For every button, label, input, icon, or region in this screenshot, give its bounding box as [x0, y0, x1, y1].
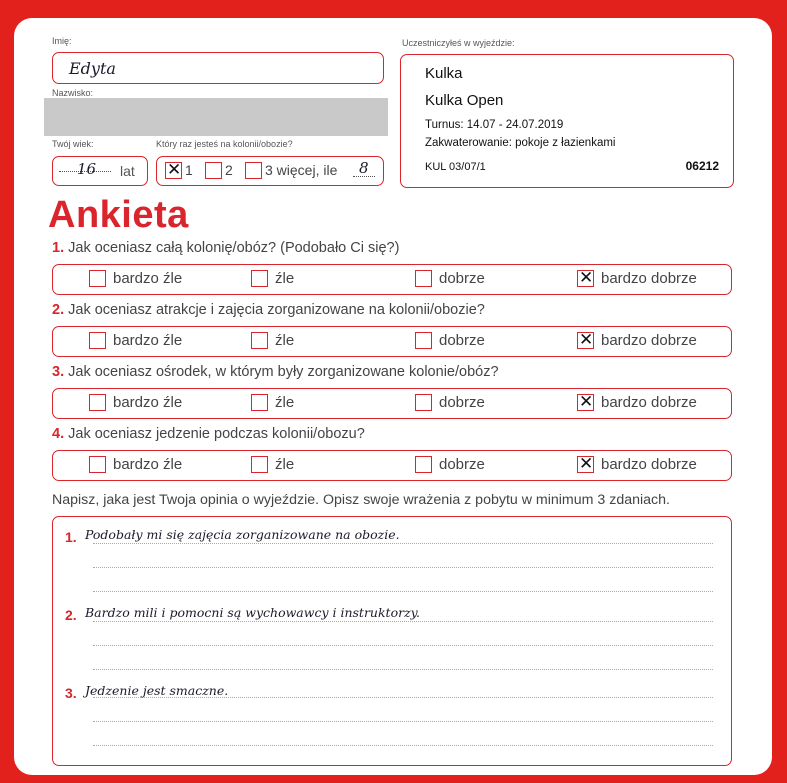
option-label-1: bardzo źle [113, 456, 183, 473]
times-field [156, 156, 384, 186]
option-checkbox-1[interactable] [89, 270, 106, 287]
option-label-1: bardzo źle [113, 394, 183, 411]
option-label-2: źle [275, 456, 295, 473]
question-label: Jak oceniasz jedzenie podczas kolonii/obozu? [68, 426, 365, 442]
question-options-row-4 [52, 450, 732, 481]
answer-line [93, 621, 713, 622]
question-text-2 [52, 302, 485, 318]
option-checkbox-4[interactable] [577, 332, 594, 349]
survey-sheet [14, 18, 772, 775]
option-checkbox-1[interactable] [89, 332, 106, 349]
option-label-3: dobrze [439, 270, 485, 287]
trip-info-box [400, 54, 734, 188]
option-label-2: źle [275, 270, 295, 287]
question-options-row-2 [52, 326, 732, 357]
answer-line [93, 567, 713, 568]
option-checkbox-4[interactable] [577, 270, 594, 287]
age-unit: lat [120, 163, 135, 179]
times-checkbox-2[interactable] [205, 162, 222, 179]
trip-turnus: Turnus: 14.07 - 24.07.2019 [425, 119, 564, 131]
option-label-2: źle [275, 394, 295, 411]
option-label-3: dobrze [439, 394, 485, 411]
answer-text-1: Podobały mi się zajęcia zorganizowane na obozie. [85, 527, 400, 542]
answer-text-2: Bardzo mili i pomocni są wychowawcy i instruktorzy. [85, 605, 421, 620]
trip-name-2: Kulka Open [425, 92, 504, 109]
name-label: Imię: [52, 36, 72, 46]
times-opt2-label: 2 [225, 162, 233, 178]
trip-number: 06212 [685, 159, 719, 173]
option-checkbox-2[interactable] [251, 332, 268, 349]
option-checkbox-1[interactable] [89, 394, 106, 411]
option-label-3: dobrze [439, 332, 485, 349]
times-label: Który raz jesteś na kolonii/obozie? [156, 139, 293, 149]
answer-line [93, 721, 713, 722]
opinion-box[interactable] [52, 516, 732, 766]
answer-number-2: 2. [65, 607, 77, 623]
option-checkbox-3[interactable] [415, 456, 432, 473]
opinion-prompt: Napisz, jaka jest Twoja opinia o wyjeździe. Opisz swoje wrażenia z pobytu w minimum 3 zdaniach. [52, 492, 670, 508]
option-checkbox-3[interactable] [415, 332, 432, 349]
question-options-row-3 [52, 388, 732, 419]
name-value: Edyta [69, 59, 116, 78]
option-checkbox-2[interactable] [251, 394, 268, 411]
age-field[interactable] [52, 156, 148, 186]
option-checkbox-4[interactable] [577, 394, 594, 411]
option-checkbox-3[interactable] [415, 394, 432, 411]
name-field[interactable] [52, 52, 384, 84]
question-text-1 [52, 240, 399, 256]
option-checkbox-2[interactable] [251, 456, 268, 473]
surname-label: Nazwisko: [52, 88, 94, 98]
option-label-3: dobrze [439, 456, 485, 473]
option-checkbox-3[interactable] [415, 270, 432, 287]
survey-title: Ankieta [48, 194, 189, 236]
question-label: Jak oceniasz atrakcje i zajęcia zorganizowane na kolonii/obozie? [68, 302, 485, 318]
question-number: 4. [52, 426, 65, 442]
age-label: Twój wiek: [52, 139, 94, 149]
trip-accommodation: Zakwaterowanie: pokoje z łazienkami [425, 137, 616, 149]
option-label-1: bardzo źle [113, 332, 183, 349]
question-label: Jak oceniasz ośrodek, w którym były zorganizowane kolonie/obóz? [68, 364, 499, 380]
option-checkbox-4[interactable] [577, 456, 594, 473]
question-text-4 [52, 426, 365, 442]
option-label-1: bardzo źle [113, 270, 183, 287]
question-number: 1. [52, 240, 65, 256]
question-text-3 [52, 364, 499, 380]
answer-number-1: 1. [65, 529, 77, 545]
times-checkbox-1[interactable] [165, 162, 182, 179]
answer-text-3: Jedzenie jest smaczne. [85, 683, 229, 698]
answer-line [93, 645, 713, 646]
trip-code: KUL 03/07/1 [425, 161, 486, 173]
question-number: 3. [52, 364, 65, 380]
question-label: Jak oceniasz całą kolonię/obóz? (Podobało Ci się?) [68, 240, 400, 256]
answer-line [93, 591, 713, 592]
option-label-2: źle [275, 332, 295, 349]
question-number: 2. [52, 302, 65, 318]
times-opt3-label: 3 więcej, ile [265, 162, 338, 178]
option-label-4: bardzo dobrze [601, 394, 697, 411]
surname-redacted [44, 98, 388, 136]
times-opt1-label: 1 [185, 162, 193, 178]
option-label-4: bardzo dobrze [601, 270, 697, 287]
option-label-4: bardzo dobrze [601, 332, 697, 349]
option-checkbox-1[interactable] [89, 456, 106, 473]
trip-label: Uczestniczyłeś w wyjeździe: [402, 38, 515, 48]
answer-line [93, 543, 713, 544]
option-checkbox-2[interactable] [251, 270, 268, 287]
answer-line [93, 669, 713, 670]
times-checkbox-3[interactable] [245, 162, 262, 179]
answer-number-3: 3. [65, 685, 77, 701]
times-count: 8 [359, 159, 369, 177]
trip-name-1: Kulka [425, 65, 463, 82]
option-label-4: bardzo dobrze [601, 456, 697, 473]
answer-line [93, 745, 713, 746]
question-options-row-1 [52, 264, 732, 295]
age-value: 16 [77, 160, 97, 178]
